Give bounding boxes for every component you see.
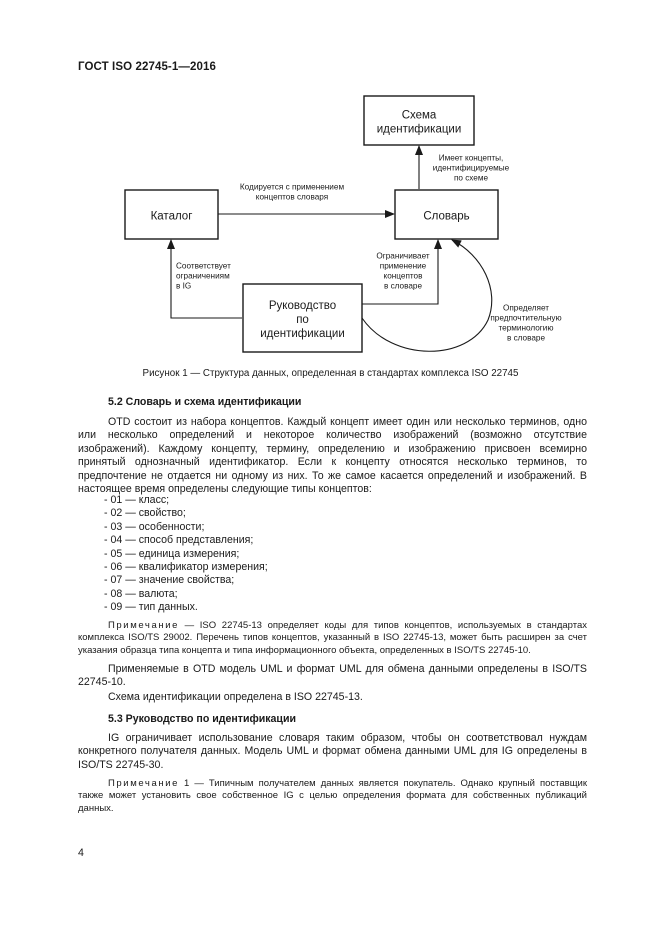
note-body: — ISO 22745-13 определяет коды для типов концептов, используемых в стандартах комплекса ISO/TS 29002. Перечень типов концептов, указанный в ISO 22745-13, может быть расширен за счет указания образца типа концепта и типа информационного объекта, определенных в ISO/TS 22745-10. (78, 620, 587, 656)
list-item: - 01 — класс; (104, 494, 268, 507)
label-line: концептов словаря (255, 192, 329, 202)
label-line: идентификации (376, 123, 462, 136)
label-encoded (240, 183, 345, 202)
label-line: Кодируется с применением (239, 182, 345, 192)
note-label: Примечание (108, 620, 179, 631)
label-line: Ограничивает (376, 251, 430, 261)
label-line: Словарь (423, 210, 470, 223)
label-line: идентификации (260, 327, 345, 340)
label-line: Определяет (502, 303, 550, 313)
label-line: по (296, 313, 309, 326)
list-item: - 05 — единица измерения; (104, 548, 268, 561)
label-conforms (176, 262, 231, 291)
concept-types-list (104, 494, 268, 615)
dictionary-box-label (423, 210, 469, 222)
label-line: в IG (176, 281, 192, 291)
list-item: - 02 — свойство; (104, 507, 268, 520)
section-5-2-paragraph-1: OTD состоит из набора концептов. Каждый концепт имеет один или несколько терминов, одно или несколько определений и некоторое количество изображений (возможно отсутствие изображений). Каждому концепту, термину, определению и изображению присвоен всемирно принятый однозначный идентификатор. Если к концепту относятся несколько терминов, то предпочтение не отдается ни одному из них. То же самое касается определений и изображений. В настоящее время определены следующие типы концептов: (78, 416, 587, 496)
section-5-2-note (78, 620, 587, 657)
label-line: идентифицируемые (432, 163, 510, 173)
label-line: Каталог (150, 210, 193, 223)
catalog-box-label (151, 210, 193, 222)
label-line: концептов (383, 271, 423, 281)
label-line: в словаре (383, 281, 423, 291)
data-structure-diagram (0, 0, 661, 365)
note-body: 1 — Типичным получателем данных является покупатель. Однако крупный поставщик также может установить свое собственное IG с целью определения формата для собственных публикаций данных. (78, 778, 587, 814)
figure-caption: Рисунок 1 — Структура данных, определенная в стандартах комплекса ISO 22745 (142, 368, 519, 379)
list-item: - 04 — способ представления; (104, 534, 268, 547)
section-heading-5-2: 5.2 Словарь и схема идентификации (108, 396, 302, 408)
label-line: применение (379, 261, 427, 271)
note-label: Примечание (108, 778, 179, 789)
label-defines (490, 304, 561, 343)
label-line: по схеме (453, 173, 489, 183)
section-5-3-paragraph-1: IG ограничивает использование словаря таким образом, чтобы он соответствовал нуждам конкретного получателя данных. Модель UML и формат обмена данными UML для IG определены в ISO/TS 22745-30. (78, 732, 587, 771)
section-5-3-note (78, 778, 587, 815)
list-item: - 09 — тип данных. (104, 601, 268, 614)
page-number: 4 (78, 847, 84, 859)
section-5-2-paragraph-2: Применяемые в OTD модель UML и формат UML для обмена данными определены в ISO/TS 22745-10. (78, 663, 587, 689)
label-line: ограничениям (176, 271, 230, 281)
label-line: Схема (401, 109, 437, 122)
section-heading-5-3: 5.3 Руководство по идентификации (108, 713, 296, 725)
label-line: предпочтительную (490, 313, 562, 323)
section-5-2-paragraph-3: Схема идентификации определена в ISO 22745-13. (108, 691, 363, 703)
list-item: - 08 — валюта; (104, 588, 268, 601)
list-item: - 07 — значение свойства; (104, 574, 268, 587)
list-item: - 03 — особенности; (104, 521, 268, 534)
label-line: в словаре (506, 333, 546, 343)
list-item: - 06 — квалификатор измерения; (104, 561, 268, 574)
label-has-concepts (433, 154, 510, 183)
page-header: ГОСТ ISO 22745-1—2016 (78, 61, 216, 73)
label-line: Имеет концепты, (438, 153, 504, 163)
label-restricts (376, 252, 429, 291)
label-line: Соответствует (176, 261, 231, 271)
label-line: терминологию (498, 323, 554, 333)
label-line: Руководство (268, 299, 337, 312)
